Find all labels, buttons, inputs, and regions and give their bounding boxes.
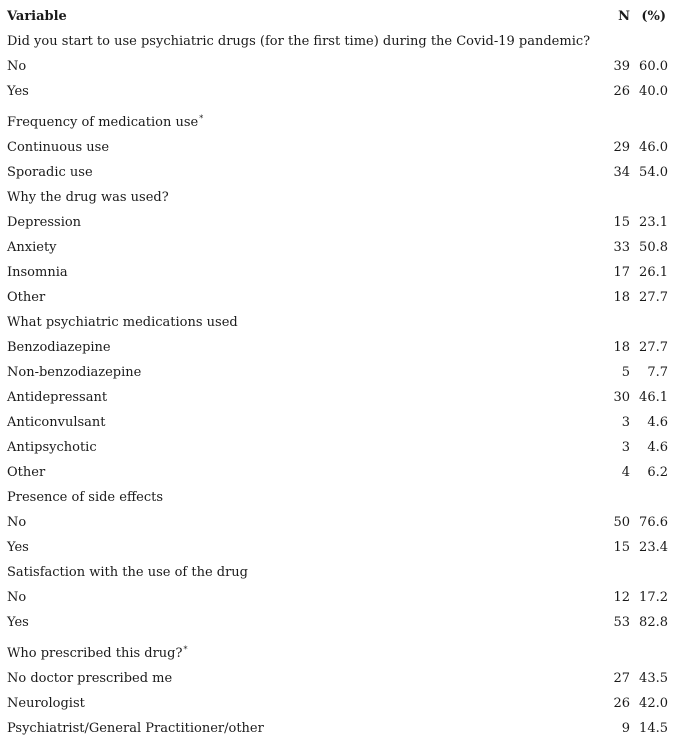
section-heading-row <box>0 188 676 208</box>
table-row <box>0 438 676 458</box>
table-row <box>0 588 676 608</box>
row-pct-value: 23.1 <box>639 215 668 230</box>
row-label-text: No <box>7 515 27 530</box>
row-label <box>7 513 26 533</box>
row-label <box>7 82 29 102</box>
row-label-text: Presence of side effects <box>7 490 164 505</box>
section-heading <box>7 188 169 208</box>
table-row <box>0 238 676 258</box>
row-label-text: Did you start to use psychiatric drugs (for the first time) during the Covid-19 pandemic? <box>7 34 591 49</box>
table-row <box>0 263 676 283</box>
row-label <box>7 694 85 714</box>
section-heading-row <box>0 113 676 133</box>
table-row <box>0 288 676 308</box>
row-label-text: Sporadic use <box>7 165 93 180</box>
row-pct-value: 46.0 <box>639 140 668 155</box>
table-row <box>0 82 676 102</box>
row-label-text: Why the drug was used? <box>7 190 169 205</box>
row-label-text: No doctor prescribed me <box>7 671 173 686</box>
table-row <box>0 513 676 533</box>
row-label <box>7 363 141 383</box>
header-variable: Variable <box>7 9 67 24</box>
row-label <box>7 263 68 283</box>
row-label-text: Other <box>7 290 46 305</box>
row-n-value: 34 <box>613 165 630 180</box>
row-label <box>7 163 93 183</box>
row-label-text: Anticonvulsant <box>7 415 106 430</box>
row-n-value: 4 <box>621 465 630 480</box>
row-label <box>7 213 81 233</box>
row-pct-value: 40.0 <box>639 84 668 99</box>
row-label-text: Satisfaction with the use of the drug <box>7 565 248 580</box>
row-pct-value: 82.8 <box>639 615 668 630</box>
row-n-value: 26 <box>613 696 630 711</box>
row-label-text: No <box>7 59 27 74</box>
row-label <box>7 288 45 308</box>
footnote-marker: * <box>183 645 188 654</box>
row-label <box>7 438 97 458</box>
table-row <box>0 694 676 714</box>
row-label-text: Antidepressant <box>7 390 108 405</box>
row-n-value: 3 <box>621 440 630 455</box>
row-pct-value: 42.0 <box>639 696 668 711</box>
section-heading-row <box>0 644 676 664</box>
row-label-text: What psychiatric medications used <box>7 315 238 330</box>
row-label-text: Other <box>7 465 46 480</box>
section-heading <box>7 113 203 133</box>
row-label-text: Frequency of medication use <box>7 115 199 130</box>
table-row <box>0 163 676 183</box>
row-label <box>7 238 57 258</box>
row-label-text: Insomnia <box>7 265 68 280</box>
table-row <box>0 538 676 558</box>
table-row <box>0 138 676 158</box>
row-pct-value: 50.8 <box>639 240 668 255</box>
row-label-text: Yes <box>7 540 29 555</box>
row-pct-value: 76.6 <box>639 515 668 530</box>
table-row <box>0 669 676 689</box>
section-heading-row <box>0 563 676 583</box>
row-pct-value: 23.4 <box>639 540 668 555</box>
table-row <box>0 463 676 483</box>
row-label <box>7 588 26 608</box>
table-row <box>0 719 676 739</box>
row-n-value: 12 <box>613 590 630 605</box>
row-label <box>7 719 264 739</box>
row-n-value: 26 <box>613 84 630 99</box>
row-label-text: No <box>7 590 27 605</box>
table-row <box>0 57 676 77</box>
row-n-value: 15 <box>613 540 630 555</box>
section-heading <box>7 32 590 52</box>
row-label-text: Depression <box>7 215 82 230</box>
section-heading <box>7 488 163 508</box>
row-label <box>7 669 172 689</box>
row-n-value: 50 <box>613 515 630 530</box>
row-label <box>7 338 111 358</box>
header-n: N <box>618 9 630 24</box>
row-n-value: 33 <box>613 240 630 255</box>
row-n-value: 3 <box>621 415 630 430</box>
row-label <box>7 413 106 433</box>
row-n-value: 18 <box>613 340 630 355</box>
row-n-value: 53 <box>613 615 630 630</box>
table-row <box>0 413 676 433</box>
row-label-text: Benzodiazepine <box>7 340 111 355</box>
table-row <box>0 363 676 383</box>
row-label-text: Continuous use <box>7 140 110 155</box>
row-pct-value: 27.7 <box>639 340 668 355</box>
table-row <box>0 388 676 408</box>
row-n-value: 27 <box>613 671 630 686</box>
row-label <box>7 463 45 483</box>
row-label <box>7 613 29 633</box>
row-n-value: 30 <box>613 390 630 405</box>
row-pct-value: 46.1 <box>639 390 668 405</box>
row-n-value: 18 <box>613 290 630 305</box>
section-heading <box>7 644 187 664</box>
row-label-text: Psychiatrist/General Practitioner/other <box>7 721 264 736</box>
row-pct-value: 54.0 <box>639 165 668 180</box>
row-n-value: 9 <box>621 721 630 736</box>
row-label <box>7 388 107 408</box>
row-pct-value: 7.7 <box>647 365 668 380</box>
row-pct-value: 14.5 <box>639 721 668 736</box>
header-pct: (%) <box>641 9 666 24</box>
row-label <box>7 138 109 158</box>
row-n-value: 29 <box>613 140 630 155</box>
section-heading <box>7 563 248 583</box>
row-pct-value: 27.7 <box>639 290 668 305</box>
row-label-text: Yes <box>7 615 29 630</box>
row-pct-value: 6.2 <box>647 465 668 480</box>
row-label-text: Anxiety <box>7 240 57 255</box>
row-pct-value: 4.6 <box>647 440 668 455</box>
table-row <box>0 613 676 633</box>
row-label-text: Neurologist <box>7 696 85 711</box>
footnote-marker: * <box>199 114 204 123</box>
row-n-value: 39 <box>613 59 630 74</box>
row-label-text: Non-benzodiazepine <box>7 365 142 380</box>
row-label-text: Antipsychotic <box>7 440 97 455</box>
row-n-value: 5 <box>621 365 630 380</box>
table-row <box>0 213 676 233</box>
table-row <box>0 338 676 358</box>
row-n-value: 15 <box>613 215 630 230</box>
row-pct-value: 4.6 <box>647 415 668 430</box>
row-pct-value: 26.1 <box>639 265 668 280</box>
row-pct-value: 60.0 <box>639 59 668 74</box>
section-heading-row <box>0 32 676 52</box>
section-heading-row <box>0 488 676 508</box>
section-heading <box>7 313 238 333</box>
section-heading-row <box>0 313 676 333</box>
row-label-text: Yes <box>7 84 29 99</box>
row-label <box>7 57 26 77</box>
row-label <box>7 538 29 558</box>
row-pct-value: 17.2 <box>639 590 668 605</box>
row-n-value: 17 <box>613 265 630 280</box>
row-label-text: Who prescribed this drug? <box>7 646 183 661</box>
table-header-row <box>0 7 676 27</box>
row-pct-value: 43.5 <box>639 671 668 686</box>
